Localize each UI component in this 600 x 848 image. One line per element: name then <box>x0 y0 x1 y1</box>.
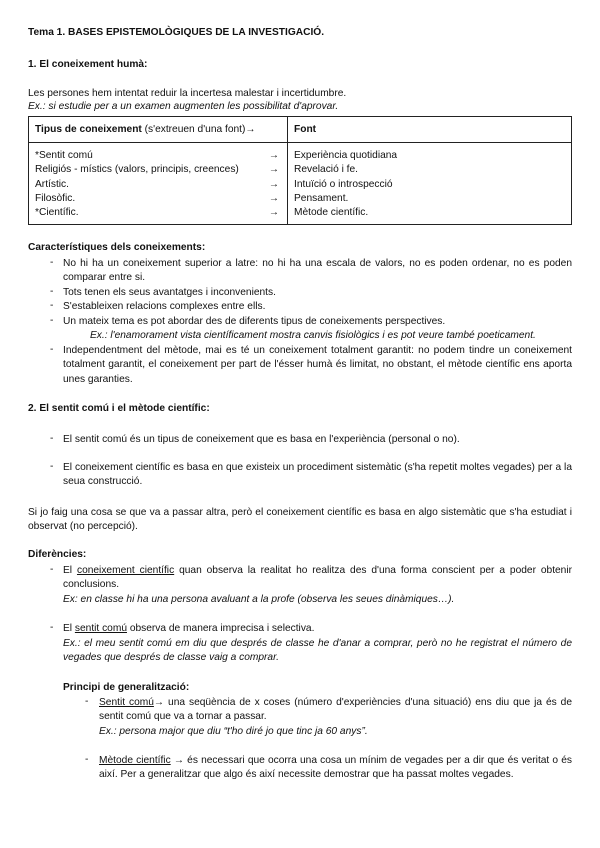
list-item: Un mateix tema es pot abordar des de diferents tipus de coneixements perspectives. <box>63 316 446 327</box>
section-1-heading: 1. El coneixement humà: <box>28 59 148 70</box>
list-item: El sentit comú és un tipus de coneixement que es basa en l'experiència (personal o no). <box>63 434 460 445</box>
table-row: Religiós - místics (valors, principis, creences) → <box>35 164 279 176</box>
knowledge-sources-table <box>28 116 572 225</box>
bullet-dash: - <box>50 622 54 633</box>
bullet-dash: - <box>50 300 54 311</box>
bullet-dash: - <box>50 257 54 268</box>
bullet-dash: - <box>50 315 54 326</box>
section-2-paragraph: Si jo faig una cosa se que va a passar altra, però el coneixement científic es basa en algo sistemàtic que s'ha estudiat i observat (no percepció). <box>28 507 572 533</box>
table-header-source: Font <box>288 117 572 143</box>
term-scientific-knowledge: coneixement científic <box>76 565 175 576</box>
document-title: Tema 1. BASES EPISTEMOLÒGIQUES DE LA INVESTIGACIÓ. <box>28 27 325 38</box>
differences-heading: Diferències: <box>28 549 87 560</box>
term-scientific-method: Mètode científic <box>99 755 171 766</box>
table-row: Filosòfic. → <box>35 192 279 204</box>
bullet-dash: - <box>85 754 89 765</box>
list-item: No hi ha un coneixement superior a latre: no hi ha una escala de valors, no es poden ordenar, no es poden comparar entre si. <box>63 258 572 284</box>
list-item: Sentit comú→ una seqüència de x coses (número d'experiències d'una situació) ens diu que ja és de sentit comú que va a tornar a passar. <box>99 697 572 723</box>
table-row: *Científic. → <box>35 207 279 219</box>
section-1-example: Ex.: si estudie per a un examen augmenten les possibilitat d'aprovar. <box>28 101 339 112</box>
list-item: Tots tenen els seus avantatges i inconvenients. <box>63 287 276 298</box>
list-item: El coneixement científic quan observa la realitat ho realitza des d'una forma conscient per a poder obtenir conclusions. <box>63 565 573 591</box>
list-item-example: Ex.: el meu sentit comú em diu que després de classe he d'anar a comprar, però no he registrat el número de vegades que després de classe vaig a comprar. <box>63 638 572 664</box>
table-row: Artístic. → <box>35 178 279 190</box>
bullet-dash: - <box>50 461 54 472</box>
bullet-dash: - <box>50 344 54 355</box>
term-common-sense: Sentit comú <box>99 697 154 708</box>
list-item: Independentment del mètode, mai es té un coneixement totalment garantit: no podem tindre un coneixement totalment garantit, el coneixement per part de l'ésser humà és limitat, no obstant, el mètode científic ens aporta unes garanties. <box>63 345 572 385</box>
term-common-sense: sentit comú <box>74 623 127 634</box>
list-item-example: Ex.: l'enamorament vista científicament mostra canvis fisiològics i es pot veure també poeticament. <box>90 330 536 341</box>
list-item: El sentit comú observa de manera imprecisa i selectiva. <box>63 623 315 634</box>
bullet-dash: - <box>50 286 54 297</box>
bullet-dash: - <box>50 433 54 444</box>
list-item-example: Ex.: persona major que diu “t'ho diré jo que tinc ja 60 anys”. <box>99 726 368 737</box>
section-1-intro: Les persones hem intentat reduir la incertesa malestar i incertidumbre. <box>28 88 347 99</box>
generalization-heading: Principi de generalització: <box>63 682 190 693</box>
list-item: El coneixement científic es basa en que existeix un procediment sistemàtic (s'ha repetit moltes vegades) per a la seua construcció. <box>63 462 572 488</box>
bullet-dash: - <box>85 696 89 707</box>
table-types-cell <box>29 143 288 225</box>
table-row: *Sentit comú → <box>35 150 279 161</box>
table-header-types: Tipus de coneixement (s'extreuen d'una font)→ <box>29 117 288 143</box>
list-item: Mètode científic → és necessari que ocorra una cosa un mínim de vegades per a dir que és veritat o és així. Per a generalitzar que algo és així necessite demostrar que ha passat moltes vegades. <box>99 755 572 781</box>
characteristics-heading: Característiques dels coneixements: <box>28 242 206 253</box>
section-2-heading: 2. El sentit comú i el mètode científic: <box>28 403 210 414</box>
list-item: S'estableixen relacions complexes entre ells. <box>63 301 266 312</box>
list-item-example: Ex: en classe hi ha una persona avaluant a la profe (observa les seues dinàmiques…). <box>63 594 455 605</box>
bullet-dash: - <box>50 564 54 575</box>
table-sources-cell: Experiència quotidiana Revelació i fe. Intuïció o introspecció Pensament. Mètode científic. <box>288 143 572 225</box>
